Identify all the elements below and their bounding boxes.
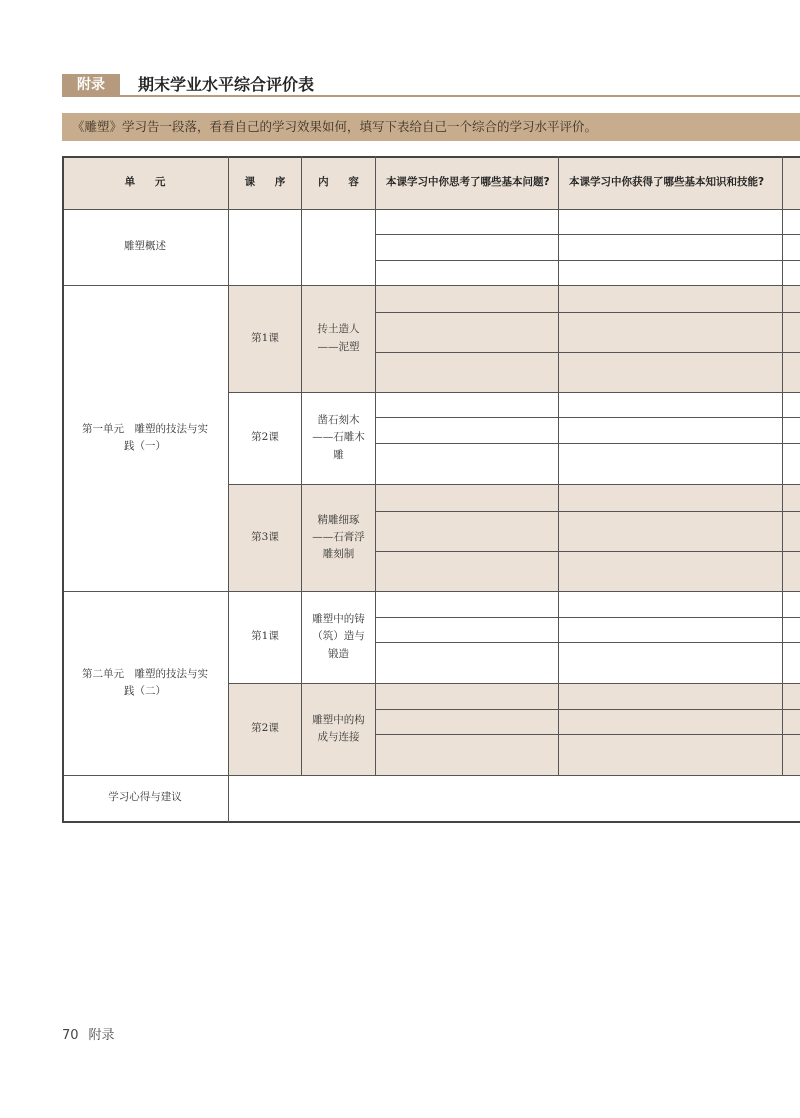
- column-header-lesson: 课 序: [244, 175, 294, 188]
- appendix-tag: 附录: [62, 74, 120, 96]
- unit-1-lesson-2: 第2课: [251, 431, 279, 444]
- column-header-skills: 本课学习中你获得了哪些基本知识和技能?: [569, 175, 765, 188]
- unit-overview: 雕塑概述: [124, 240, 166, 253]
- evaluation-table: [62, 156, 800, 824]
- unit-1-lesson-1: 第1课: [251, 331, 279, 344]
- unit-1-lesson-2-content: 凿石刻木——石雕木雕: [312, 414, 365, 461]
- unit-1-label: 第一单元 雕塑的技法与实践（一）: [82, 422, 208, 452]
- column-header-unit: 单 元: [124, 175, 174, 188]
- unit-2-lesson-2-content: 雕塑中的构成与连接: [312, 713, 365, 743]
- unit-1-lesson-3-content: 精雕细琢——石膏浮雕刻制: [312, 513, 365, 561]
- page-title: 期末学业水平综合评价表: [138, 75, 315, 94]
- footer-section: 附录: [88, 1028, 115, 1043]
- column-header-questions: 本课学习中你思考了哪些基本问题?: [386, 175, 550, 188]
- unit-2-lesson-1: 第1课: [251, 630, 279, 643]
- unit-2-lesson-1-content: 雕塑中的铸（筑）造与锻造: [312, 613, 365, 660]
- page-footer: [62, 1024, 115, 1043]
- intro-banner: 《雕塑》学习告一段落，看看自己的学习效果如何，填写下表给自己一个综合的学习水平评价。: [62, 113, 800, 141]
- unit-1-lesson-1-content: 抟土造人——泥塑: [317, 323, 360, 353]
- unit-2-label: 第二单元 雕塑的技法与实践（二）: [82, 667, 208, 697]
- unit-2-lesson-2: 第2课: [251, 722, 279, 735]
- unit-1-lesson-3: 第3课: [251, 530, 279, 543]
- header-rule: [62, 95, 800, 97]
- page-header: [62, 74, 800, 96]
- column-header-content: 内 容: [318, 175, 367, 188]
- suggestion-label: 学习心得与建议: [108, 791, 182, 804]
- page-number: 70: [62, 1028, 79, 1043]
